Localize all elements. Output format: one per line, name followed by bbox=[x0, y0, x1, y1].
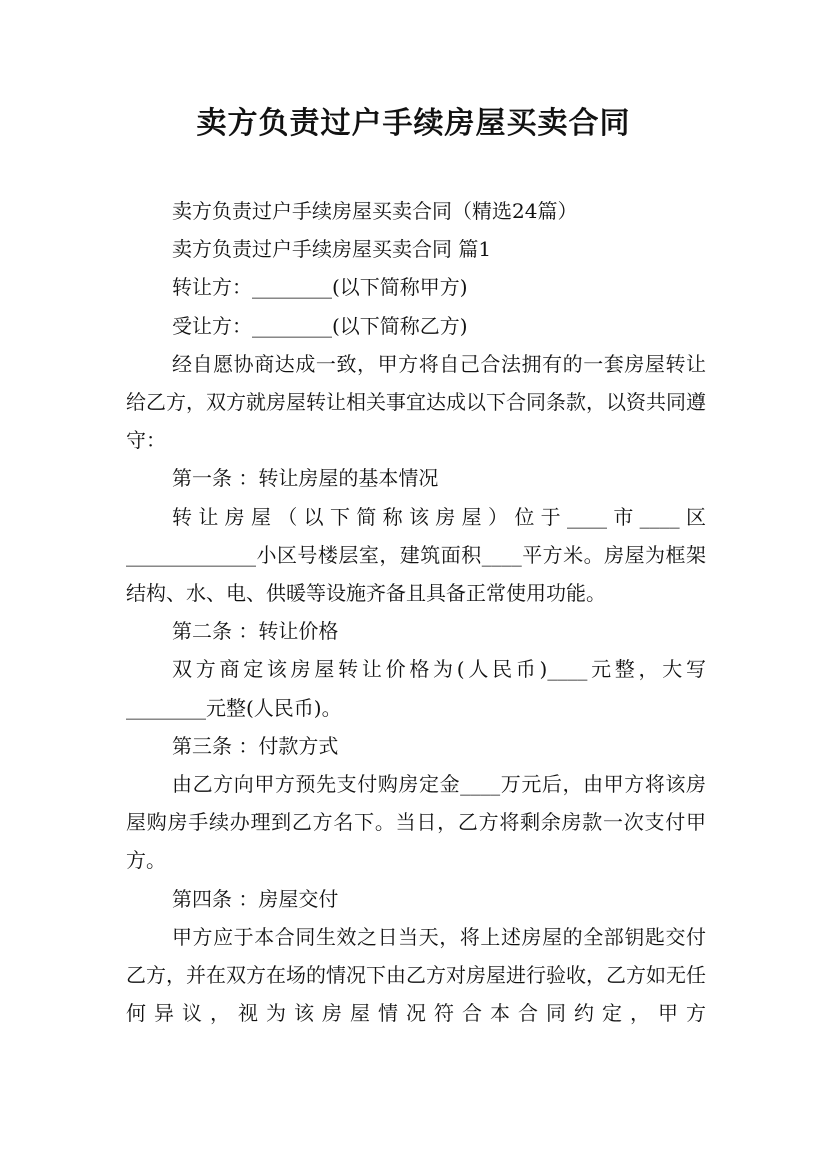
paragraph-intro-title: 卖方负责过户手续房屋买卖合同（精选24篇） bbox=[172, 199, 578, 223]
paragraph-transferee: 受让方：________(以下简称乙方) bbox=[172, 313, 468, 338]
paragraph-article-4-heading: 第四条 ：房屋交付 bbox=[172, 886, 339, 911]
paragraph-article-1-body: 转让房屋（以下简称该房屋）位于____市____区_____________小区号楼层室，建筑面积____平方米。房屋为框架结构、水、电、供暖等设施齐备且具备正常使用功能。 bbox=[126, 504, 706, 606]
paragraph-article-1-heading: 第一条 ：转让房屋的基本情况 bbox=[172, 466, 439, 491]
paragraph-transferor: 转让方：________(以下简称甲方) bbox=[172, 275, 468, 300]
paragraph-article-2-body: 双方商定该房屋转让价格为(人民币)____元整，大写________元整(人民币)。 bbox=[126, 657, 706, 720]
paragraph-article-3-heading: 第三条 ：付款方式 bbox=[172, 733, 339, 758]
paragraph-article-3-body: 由乙方向甲方预先支付购房定金____万元后，由甲方将该房屋购房手续办理到乙方名下。当日，乙方将剩余房款一次支付甲方。 bbox=[126, 772, 706, 873]
document-title: 卖方负责过户手续房屋买卖合同 bbox=[196, 106, 631, 141]
paragraph-section-heading: 卖方负责过户手续房屋买卖合同 篇1 bbox=[172, 237, 492, 262]
paragraph-preamble: 经自愿协商达成一致，甲方将自己合法拥有的一套房屋转让给乙方，双方就房屋转让相关事宜达成以下合同条款，以资共同遵守： bbox=[126, 351, 706, 453]
document-body bbox=[126, 192, 706, 1032]
paragraph-article-4-body: 甲方应于本合同生效之日当天，将上述房屋的全部钥匙交付乙方，并在双方在场的情况下由乙方对房屋进行验收，乙方如无任何异议，视为该房屋情况符合本合同约定，甲方 bbox=[126, 924, 706, 1026]
paragraph-article-2-heading: 第二条 ：转让价格 bbox=[172, 619, 339, 644]
